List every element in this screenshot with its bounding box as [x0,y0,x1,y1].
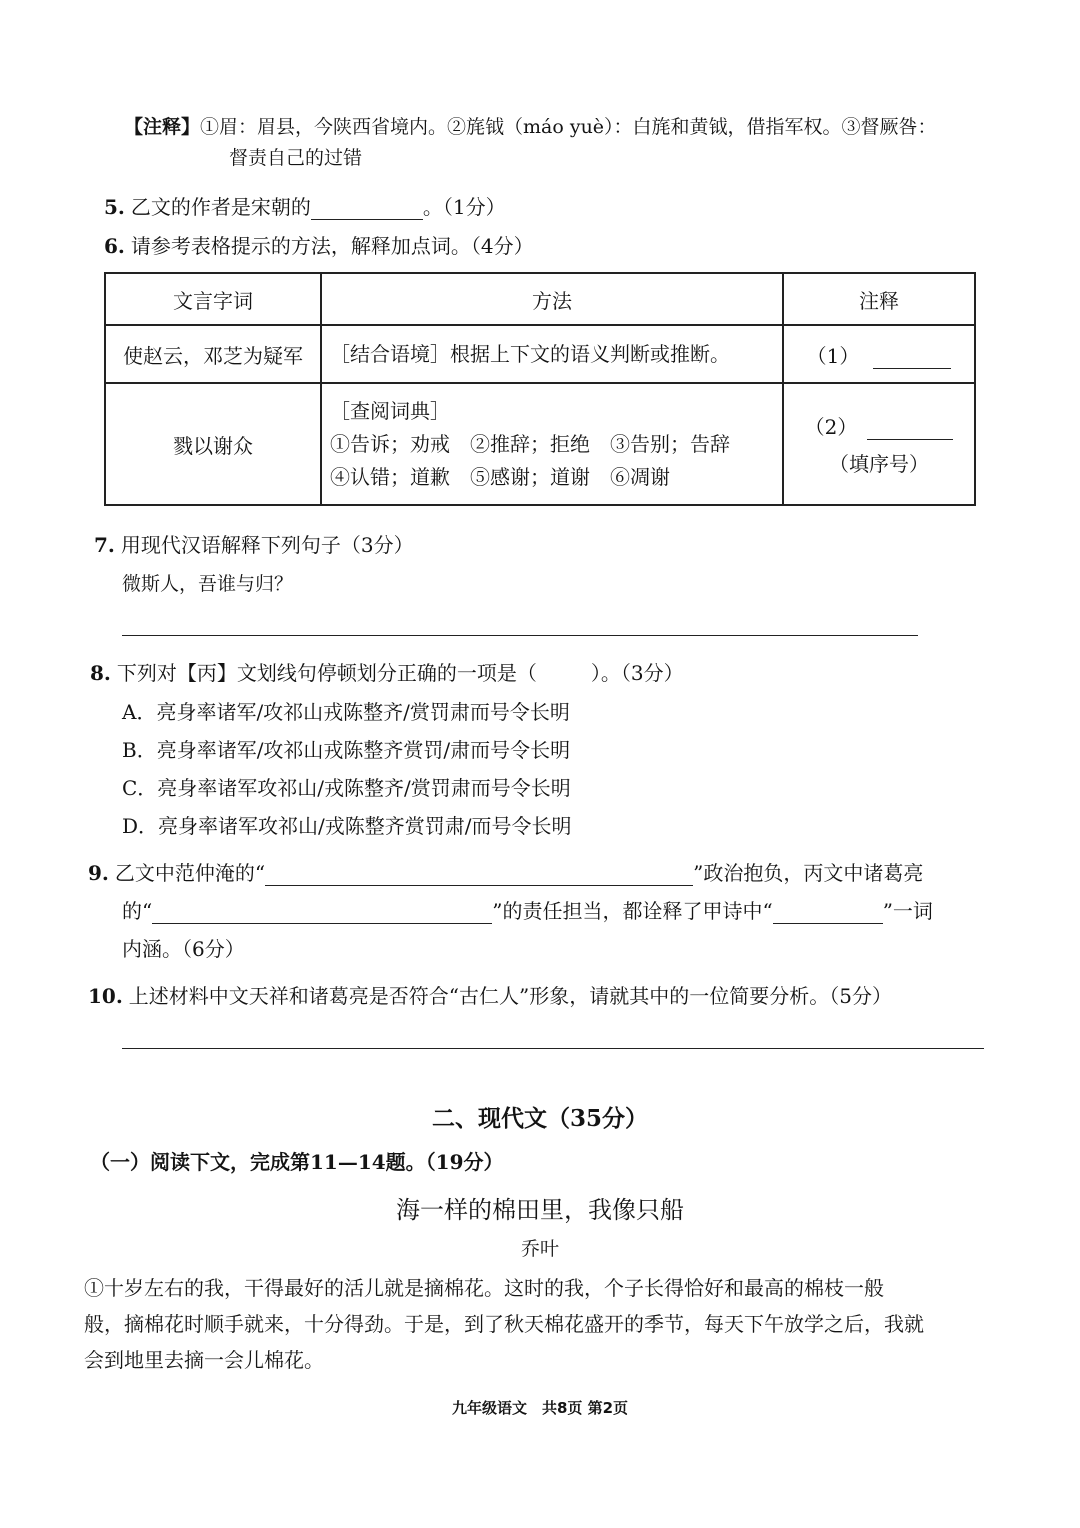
answer-blank[interactable] [311,197,423,220]
paragraph-line: 般，摘棉花时顺手就来，十分得劲。于是，到了秋天棉花盛开的季节，每天下午放学之后，我就 [84,1312,924,1336]
note-text-1: ①眉：眉县，今陕西省境内。②旄钺（máo yuè）：白旄和黄钺，借指军权。③督厥咎： [200,116,937,138]
annotation-note [124,112,974,174]
question-text: ”政治抱负，丙文中诸葛亮 [693,861,924,885]
method-title: ［查阅词典］ [330,398,450,423]
question-text: 的“ [122,899,153,923]
question-text: 请参考表格提示的方法，解释加点词。（4分） [130,234,534,258]
answer-blank[interactable] [265,863,693,886]
vocabulary-table [104,272,976,506]
note-number: （2） [804,415,858,439]
question-text: 乙文的作者是宋朝的 [130,195,311,219]
table-cell-word: 使赵云，邓芝为疑军 [105,325,321,383]
question-text: ”一词 [882,899,933,923]
question-7-sentence: 微斯人，吾谁与归？ [122,573,294,595]
table-header-cell: 文言字词 [105,273,321,325]
paragraph-line: 会到地里去摘一会儿棉花。 [84,1348,324,1372]
question-8 [90,660,684,686]
paragraph-line: ①十岁左右的我，干得最好的活儿就是摘棉花。这时的我，个子长得恰好和最高的棉枝一般 [84,1276,884,1300]
table-row [105,383,975,505]
question-number: 10. [88,984,123,1008]
question-6 [104,233,534,259]
article-paragraph [84,1270,996,1378]
question-10 [88,983,892,1009]
method-definitions-1: ①告诉；劝戒 ②推辞；拒绝 ③告别；告辞 [330,431,730,456]
option-d[interactable]: D．亮身率诸军攻祁山/戎陈整齐赏罚肃/而号令长明 [122,814,572,838]
question-5 [104,194,506,220]
question-text: 上述材料中文天祥和诸葛亮是否符合“古仁人”形象，请就其中的一位简要分析。（5分） [128,984,892,1008]
answer-line[interactable] [122,635,918,636]
question-number: 7. [94,533,115,557]
page-footer: 九年级语文 共8页 第2页 [451,1399,629,1417]
article-title: 海一样的棉田里，我像只船 [396,1196,684,1224]
answer-line[interactable] [122,1048,984,1049]
question-text: ”的责任担当，都诠释了甲诗中“ [492,899,773,923]
table-header-cell: 注释 [783,273,975,325]
section-title: 二、现代文（35分） [431,1105,648,1132]
question-9-line-1 [88,860,923,886]
note-number: （1） [806,343,860,368]
article-author: 乔叶 [520,1238,559,1260]
table-cell-note [783,325,975,383]
question-7 [94,532,414,558]
table-cell-method: ［结合语境］根据上下文的语义判断或推断。 [321,325,783,383]
note-line-1 [124,112,974,143]
option-b[interactable]: B．亮身率诸军/攻祁山戎陈整齐赏罚/肃而号令长明 [122,738,571,762]
table-header-row [105,273,975,325]
answer-blank[interactable] [867,419,953,440]
question-9-line-2 [122,898,933,924]
question-number: 6. [104,234,125,258]
option-c[interactable]: C．亮身率诸军攻祁山/戎陈整齐/赏罚肃而号令长明 [122,776,571,800]
answer-blank[interactable] [873,348,951,369]
note-hint: （填序号） [829,452,929,476]
method-definitions-2: ④认错；道歉 ⑤感谢；道谢 ⑥凋谢 [330,464,670,489]
question-text: 乙文中范仲淹的“ [114,861,266,885]
question-score: ）。（3分） [590,661,684,685]
answer-blank[interactable] [773,901,883,924]
section-subtitle: （一）阅读下文，完成第11—14题。（19分） [90,1150,504,1174]
question-text: 用现代汉语解释下列句子（3分） [120,533,414,557]
question-number: 5. [104,195,125,219]
table-header-cell: 方法 [321,273,783,325]
question-text: 下列对【丙】文划线句停顿划分正确的一项是（ [116,661,537,685]
table-cell-note [783,383,975,505]
table-row [105,325,975,383]
question-number: 8. [90,661,111,685]
question-score: 。（1分） [422,195,506,219]
question-number: 9. [88,861,109,885]
note-label: 【注释】 [124,116,201,138]
answer-blank[interactable] [152,901,492,924]
table-cell-word: 戮以谢众 [105,383,321,505]
question-9-line-3: 内涵。（6分） [122,937,245,961]
note-line-2: 督责自己的过错 [229,147,363,169]
note-answer [792,411,966,440]
option-a[interactable]: A．亮身率诸军/攻祁山戎陈整齐/赏罚肃而号令长明 [122,700,570,724]
table-cell-method [321,383,783,505]
